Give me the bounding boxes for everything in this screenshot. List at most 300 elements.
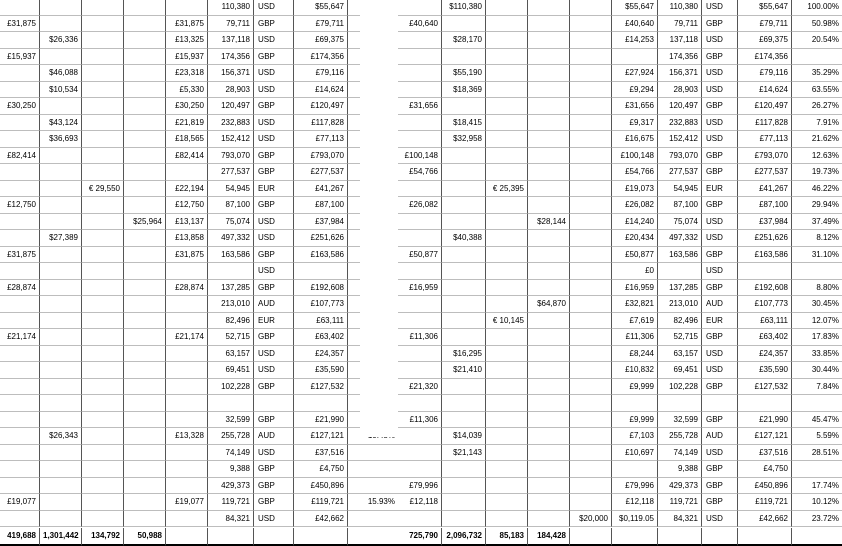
table-cell[interactable]: 163,586 <box>208 247 254 264</box>
table-cell[interactable]: USD <box>702 511 738 528</box>
table-cell[interactable] <box>82 32 124 49</box>
table-cell[interactable]: 84,321 <box>208 511 254 528</box>
table-cell[interactable] <box>124 32 166 49</box>
table-cell[interactable]: £117,828 <box>738 115 792 132</box>
table-cell[interactable] <box>82 263 124 280</box>
table-cell[interactable] <box>528 313 570 330</box>
table-cell[interactable] <box>486 65 528 82</box>
table-cell[interactable] <box>82 164 124 181</box>
table-cell[interactable] <box>528 395 570 412</box>
table-cell[interactable]: £24,357 <box>294 346 348 363</box>
table-cell[interactable]: £14,624 <box>738 82 792 99</box>
table-cell[interactable]: GBP <box>254 280 294 297</box>
table-cell[interactable] <box>442 379 486 396</box>
table-cell[interactable] <box>124 115 166 132</box>
table-cell[interactable]: 120,497 <box>658 98 702 115</box>
table-cell[interactable] <box>40 362 82 379</box>
table-cell[interactable] <box>124 164 166 181</box>
table-cell[interactable] <box>124 445 166 462</box>
table-cell[interactable]: 29.94% <box>792 197 842 214</box>
table-cell[interactable]: £82,414 <box>0 148 40 165</box>
table-cell[interactable] <box>570 280 612 297</box>
table-cell[interactable]: $55,190 <box>442 65 486 82</box>
table-cell[interactable]: EUR <box>254 181 294 198</box>
table-cell[interactable]: 213,010 <box>208 296 254 313</box>
total-cell[interactable]: 85,183 <box>486 528 528 546</box>
table-cell[interactable]: USD <box>702 346 738 363</box>
table-cell[interactable]: 7.84% <box>792 379 842 396</box>
table-cell[interactable] <box>442 16 486 33</box>
table-cell[interactable]: £21,990 <box>294 412 348 429</box>
table-cell[interactable] <box>124 313 166 330</box>
table-cell[interactable]: 54,945 <box>208 181 254 198</box>
table-cell[interactable]: 35.29% <box>792 65 842 82</box>
table-cell[interactable]: USD <box>702 82 738 99</box>
table-cell[interactable] <box>124 494 166 511</box>
table-cell[interactable]: $40,388 <box>442 230 486 247</box>
table-cell[interactable]: £50,877 <box>398 247 442 264</box>
table-cell[interactable] <box>82 329 124 346</box>
table-cell[interactable]: £13,858 <box>166 230 208 247</box>
total-cell[interactable] <box>570 528 612 546</box>
total-cell[interactable] <box>294 528 348 546</box>
table-cell[interactable]: GBP <box>702 478 738 495</box>
table-cell[interactable] <box>0 181 40 198</box>
table-cell[interactable] <box>40 49 82 66</box>
table-cell[interactable] <box>124 16 166 33</box>
table-cell[interactable] <box>570 428 612 445</box>
table-cell[interactable]: 119,721 <box>208 494 254 511</box>
table-cell[interactable]: £26,082 <box>398 197 442 214</box>
table-cell[interactable] <box>570 32 612 49</box>
table-cell[interactable]: 9,388 <box>208 461 254 478</box>
table-cell[interactable]: 255,728 <box>208 428 254 445</box>
table-cell[interactable] <box>166 346 208 363</box>
table-cell[interactable] <box>82 82 124 99</box>
table-cell[interactable] <box>792 49 842 66</box>
table-cell[interactable] <box>528 478 570 495</box>
table-cell[interactable] <box>486 115 528 132</box>
table-cell[interactable]: 30.45% <box>792 296 842 313</box>
table-cell[interactable] <box>40 148 82 165</box>
table-cell[interactable]: £21,320 <box>398 379 442 396</box>
table-cell[interactable] <box>124 511 166 528</box>
table-cell[interactable] <box>82 65 124 82</box>
table-cell[interactable] <box>124 131 166 148</box>
table-cell[interactable] <box>40 445 82 462</box>
table-cell[interactable]: $32,958 <box>442 131 486 148</box>
table-cell[interactable] <box>528 494 570 511</box>
table-cell[interactable] <box>0 65 40 82</box>
table-cell[interactable] <box>486 445 528 462</box>
table-cell[interactable]: $43,124 <box>40 115 82 132</box>
table-cell[interactable] <box>82 230 124 247</box>
table-cell[interactable] <box>398 313 442 330</box>
table-cell[interactable]: USD <box>254 263 294 280</box>
table-cell[interactable] <box>486 494 528 511</box>
table-cell[interactable] <box>570 395 612 412</box>
table-cell[interactable]: £87,100 <box>294 197 348 214</box>
table-cell[interactable]: USD <box>254 131 294 148</box>
table-cell[interactable]: £41,267 <box>738 181 792 198</box>
table-cell[interactable]: GBP <box>702 16 738 33</box>
table-cell[interactable] <box>702 395 738 412</box>
table-cell[interactable] <box>124 280 166 297</box>
table-cell[interactable] <box>792 395 842 412</box>
table-cell[interactable]: £0 <box>612 263 658 280</box>
table-cell[interactable] <box>124 98 166 115</box>
table-cell[interactable]: 8.80% <box>792 280 842 297</box>
table-cell[interactable]: GBP <box>254 412 294 429</box>
table-cell[interactable] <box>528 32 570 49</box>
table-cell[interactable]: £9,999 <box>612 379 658 396</box>
table-cell[interactable]: USD <box>702 32 738 49</box>
table-cell[interactable]: GBP <box>702 329 738 346</box>
table-cell[interactable] <box>612 461 658 478</box>
table-cell[interactable] <box>442 247 486 264</box>
table-cell[interactable] <box>570 98 612 115</box>
table-cell[interactable] <box>442 164 486 181</box>
table-cell[interactable] <box>570 16 612 33</box>
table-cell[interactable] <box>570 346 612 363</box>
table-cell[interactable]: 102,228 <box>208 379 254 396</box>
table-cell[interactable] <box>570 379 612 396</box>
table-cell[interactable]: GBP <box>254 379 294 396</box>
total-cell[interactable] <box>738 528 792 546</box>
table-cell[interactable]: USD <box>702 65 738 82</box>
table-cell[interactable] <box>398 445 442 462</box>
table-cell[interactable] <box>166 362 208 379</box>
table-cell[interactable]: 156,371 <box>658 65 702 82</box>
table-cell[interactable] <box>82 362 124 379</box>
table-cell[interactable] <box>0 115 40 132</box>
table-cell[interactable] <box>0 263 40 280</box>
table-cell[interactable] <box>398 0 442 16</box>
table-cell[interactable] <box>124 148 166 165</box>
table-cell[interactable] <box>82 280 124 297</box>
table-cell[interactable]: 793,070 <box>658 148 702 165</box>
table-cell[interactable] <box>486 379 528 396</box>
table-cell[interactable] <box>40 0 82 16</box>
table-cell[interactable]: 31.10% <box>792 247 842 264</box>
table-cell[interactable] <box>570 362 612 379</box>
table-cell[interactable]: 32,599 <box>208 412 254 429</box>
table-cell[interactable]: £277,537 <box>738 164 792 181</box>
table-cell[interactable]: AUD <box>254 428 294 445</box>
table-cell[interactable]: £12,750 <box>0 197 40 214</box>
table-cell[interactable] <box>570 263 612 280</box>
table-cell[interactable] <box>486 362 528 379</box>
table-cell[interactable]: GBP <box>702 461 738 478</box>
table-cell[interactable]: 152,412 <box>658 131 702 148</box>
table-cell[interactable] <box>570 494 612 511</box>
table-cell[interactable]: £77,113 <box>294 131 348 148</box>
table-cell[interactable]: 19.73% <box>792 164 842 181</box>
table-cell[interactable]: USD <box>254 115 294 132</box>
table-cell[interactable]: £41,267 <box>294 181 348 198</box>
table-cell[interactable]: £54,766 <box>612 164 658 181</box>
table-cell[interactable]: £31,656 <box>398 98 442 115</box>
table-cell[interactable]: $16,295 <box>442 346 486 363</box>
table-cell[interactable]: £4,750 <box>738 461 792 478</box>
table-cell[interactable]: £79,996 <box>612 478 658 495</box>
total-cell[interactable]: 419,688 <box>0 528 40 546</box>
table-cell[interactable]: 37.49% <box>792 214 842 231</box>
table-cell[interactable] <box>40 395 82 412</box>
table-cell[interactable] <box>124 412 166 429</box>
table-cell[interactable]: 429,373 <box>208 478 254 495</box>
total-cell[interactable] <box>792 528 842 546</box>
table-cell[interactable]: £40,640 <box>612 16 658 33</box>
total-cell[interactable] <box>254 528 294 546</box>
table-cell[interactable] <box>82 214 124 231</box>
table-cell[interactable]: 52,715 <box>208 329 254 346</box>
table-cell[interactable]: £30,250 <box>166 98 208 115</box>
table-cell[interactable]: £21,819 <box>166 115 208 132</box>
table-cell[interactable]: 63,157 <box>208 346 254 363</box>
table-cell[interactable]: £28,874 <box>166 280 208 297</box>
table-cell[interactable] <box>0 214 40 231</box>
table-cell[interactable] <box>528 65 570 82</box>
table-cell[interactable] <box>208 395 254 412</box>
table-cell[interactable] <box>40 197 82 214</box>
total-cell[interactable] <box>208 528 254 546</box>
table-cell[interactable] <box>528 280 570 297</box>
table-cell[interactable] <box>124 197 166 214</box>
table-cell[interactable]: $20,000 <box>570 511 612 528</box>
table-cell[interactable]: 26.27% <box>792 98 842 115</box>
table-cell[interactable]: £163,586 <box>738 247 792 264</box>
table-cell[interactable]: USD <box>702 0 738 16</box>
table-cell[interactable] <box>528 346 570 363</box>
table-cell[interactable]: £11,306 <box>398 412 442 429</box>
table-cell[interactable]: GBP <box>702 98 738 115</box>
table-cell[interactable]: £63,402 <box>294 329 348 346</box>
table-cell[interactable]: £9,294 <box>612 82 658 99</box>
table-cell[interactable]: £4,750 <box>294 461 348 478</box>
table-cell[interactable]: 28,903 <box>658 82 702 99</box>
table-cell[interactable]: USD <box>702 263 738 280</box>
table-cell[interactable]: 15.93% <box>348 494 398 511</box>
table-cell[interactable] <box>166 296 208 313</box>
table-cell[interactable] <box>442 148 486 165</box>
table-cell[interactable]: £37,516 <box>738 445 792 462</box>
table-cell[interactable]: £100,148 <box>398 148 442 165</box>
table-cell[interactable] <box>570 65 612 82</box>
table-cell[interactable] <box>82 412 124 429</box>
table-cell[interactable] <box>348 511 398 528</box>
table-cell[interactable] <box>528 412 570 429</box>
table-cell[interactable]: £69,375 <box>738 32 792 49</box>
table-cell[interactable] <box>442 181 486 198</box>
table-cell[interactable]: GBP <box>702 164 738 181</box>
table-cell[interactable]: £7,619 <box>612 313 658 330</box>
table-cell[interactable] <box>486 395 528 412</box>
table-cell[interactable] <box>40 296 82 313</box>
table-cell[interactable] <box>82 296 124 313</box>
table-cell[interactable]: $28,170 <box>442 32 486 49</box>
table-cell[interactable] <box>486 263 528 280</box>
table-cell[interactable]: 163,586 <box>658 247 702 264</box>
table-cell[interactable]: EUR <box>702 181 738 198</box>
table-cell[interactable] <box>398 511 442 528</box>
table-cell[interactable]: £793,070 <box>294 148 348 165</box>
table-cell[interactable] <box>40 247 82 264</box>
table-cell[interactable]: £127,121 <box>294 428 348 445</box>
table-cell[interactable]: £63,111 <box>294 313 348 330</box>
table-cell[interactable] <box>442 313 486 330</box>
table-cell[interactable]: £5,330 <box>166 82 208 99</box>
table-cell[interactable] <box>570 115 612 132</box>
table-cell[interactable]: 7.91% <box>792 115 842 132</box>
table-cell[interactable] <box>124 296 166 313</box>
table-cell[interactable] <box>0 395 40 412</box>
table-cell[interactable] <box>124 346 166 363</box>
table-cell[interactable] <box>166 395 208 412</box>
table-cell[interactable]: USD <box>702 115 738 132</box>
total-cell[interactable]: 184,428 <box>528 528 570 546</box>
table-cell[interactable]: 152,412 <box>208 131 254 148</box>
table-cell[interactable] <box>124 395 166 412</box>
table-cell[interactable]: GBP <box>254 148 294 165</box>
table-cell[interactable]: £31,875 <box>166 247 208 264</box>
table-cell[interactable]: £16,675 <box>612 131 658 148</box>
table-cell[interactable]: USD <box>254 445 294 462</box>
table-cell[interactable] <box>486 230 528 247</box>
table-cell[interactable] <box>82 16 124 33</box>
table-cell[interactable] <box>166 379 208 396</box>
table-cell[interactable]: £20,434 <box>612 230 658 247</box>
table-cell[interactable] <box>82 478 124 495</box>
table-cell[interactable] <box>0 296 40 313</box>
table-cell[interactable] <box>442 412 486 429</box>
table-cell[interactable] <box>0 478 40 495</box>
table-cell[interactable]: 50.98% <box>792 16 842 33</box>
table-cell[interactable]: £8,244 <box>612 346 658 363</box>
table-cell[interactable]: £13,328 <box>166 428 208 445</box>
table-cell[interactable]: £63,111 <box>738 313 792 330</box>
table-cell[interactable]: USD <box>254 32 294 49</box>
table-cell[interactable] <box>486 461 528 478</box>
table-cell[interactable]: 23.72% <box>792 511 842 528</box>
table-cell[interactable]: 21.62% <box>792 131 842 148</box>
table-cell[interactable]: £450,896 <box>738 478 792 495</box>
table-cell[interactable] <box>528 164 570 181</box>
table-cell[interactable] <box>124 379 166 396</box>
table-cell[interactable]: 79,711 <box>658 16 702 33</box>
table-cell[interactable]: USD <box>254 82 294 99</box>
table-cell[interactable] <box>528 115 570 132</box>
table-cell[interactable] <box>0 511 40 528</box>
table-cell[interactable]: £14,240 <box>612 214 658 231</box>
table-cell[interactable]: GBP <box>702 197 738 214</box>
table-cell[interactable] <box>398 131 442 148</box>
table-cell[interactable] <box>0 230 40 247</box>
table-cell[interactable] <box>528 263 570 280</box>
table-cell[interactable]: 156,371 <box>208 65 254 82</box>
table-cell[interactable] <box>40 98 82 115</box>
table-cell[interactable]: USD <box>702 131 738 148</box>
table-cell[interactable]: GBP <box>254 494 294 511</box>
table-cell[interactable] <box>166 478 208 495</box>
table-cell[interactable] <box>486 412 528 429</box>
table-cell[interactable]: £50,877 <box>612 247 658 264</box>
table-cell[interactable]: EUR <box>254 313 294 330</box>
table-cell[interactable]: 54,945 <box>658 181 702 198</box>
table-cell[interactable]: £79,711 <box>738 16 792 33</box>
table-cell[interactable]: £16,959 <box>612 280 658 297</box>
table-cell[interactable] <box>82 445 124 462</box>
table-cell[interactable]: 69,451 <box>658 362 702 379</box>
table-cell[interactable] <box>40 412 82 429</box>
table-cell[interactable]: £14,624 <box>294 82 348 99</box>
table-cell[interactable] <box>528 445 570 462</box>
table-cell[interactable]: £13,137 <box>166 214 208 231</box>
table-cell[interactable] <box>82 511 124 528</box>
table-cell[interactable] <box>442 280 486 297</box>
table-cell[interactable] <box>124 329 166 346</box>
table-cell[interactable] <box>398 49 442 66</box>
table-cell[interactable] <box>82 131 124 148</box>
table-cell[interactable]: £277,537 <box>294 164 348 181</box>
table-cell[interactable]: £22,194 <box>166 181 208 198</box>
table-cell[interactable] <box>486 197 528 214</box>
table-cell[interactable] <box>82 494 124 511</box>
table-cell[interactable] <box>528 362 570 379</box>
table-cell[interactable] <box>528 428 570 445</box>
table-cell[interactable]: £11,306 <box>612 329 658 346</box>
table-cell[interactable]: 255,728 <box>658 428 702 445</box>
table-cell[interactable] <box>570 164 612 181</box>
table-cell[interactable]: £127,532 <box>738 379 792 396</box>
table-cell[interactable] <box>40 461 82 478</box>
table-cell[interactable]: £13,325 <box>166 32 208 49</box>
table-cell[interactable]: £19,077 <box>0 494 40 511</box>
table-cell[interactable] <box>348 478 398 495</box>
table-cell[interactable]: £12,750 <box>166 197 208 214</box>
table-cell[interactable]: £11,306 <box>398 329 442 346</box>
table-cell[interactable] <box>166 0 208 16</box>
table-cell[interactable]: $36,693 <box>40 131 82 148</box>
table-cell[interactable]: £37,984 <box>294 214 348 231</box>
table-cell[interactable] <box>398 263 442 280</box>
table-cell[interactable]: 137,285 <box>208 280 254 297</box>
table-cell[interactable] <box>570 197 612 214</box>
table-cell[interactable] <box>398 32 442 49</box>
table-cell[interactable]: 10.12% <box>792 494 842 511</box>
table-cell[interactable]: GBP <box>702 148 738 165</box>
table-cell[interactable]: £15,937 <box>0 49 40 66</box>
table-cell[interactable] <box>612 395 658 412</box>
table-cell[interactable]: £30,250 <box>0 98 40 115</box>
table-cell[interactable] <box>486 511 528 528</box>
table-cell[interactable] <box>486 428 528 445</box>
table-cell[interactable] <box>398 82 442 99</box>
table-cell[interactable] <box>166 412 208 429</box>
table-cell[interactable]: £28,874 <box>0 280 40 297</box>
table-cell[interactable] <box>486 131 528 148</box>
table-cell[interactable]: £10,832 <box>612 362 658 379</box>
table-cell[interactable]: £9,317 <box>612 115 658 132</box>
table-cell[interactable] <box>570 0 612 16</box>
table-cell[interactable]: £82,414 <box>166 148 208 165</box>
table-cell[interactable]: 213,010 <box>658 296 702 313</box>
table-cell[interactable]: 497,332 <box>208 230 254 247</box>
table-cell[interactable]: £23,318 <box>166 65 208 82</box>
table-cell[interactable] <box>528 379 570 396</box>
table-cell[interactable]: $21,143 <box>442 445 486 462</box>
table-cell[interactable]: £12,118 <box>612 494 658 511</box>
